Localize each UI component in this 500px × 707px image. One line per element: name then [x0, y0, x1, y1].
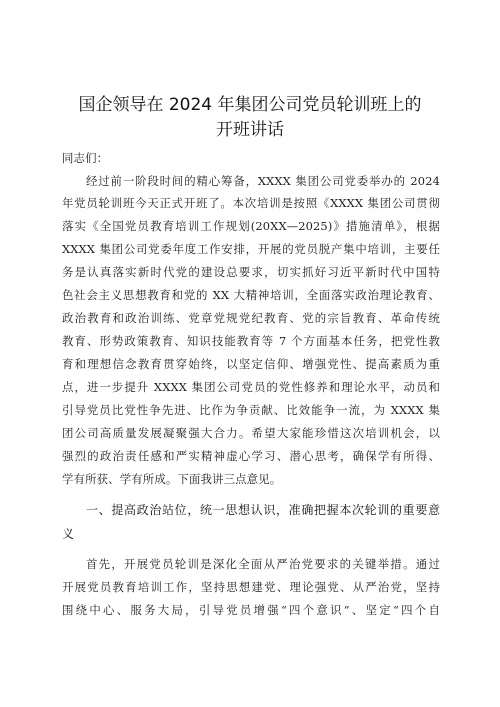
intro-line-11: 引导党员比党性争先进、比作为争贡献、比效能争一流，为 XXXX 集	[62, 403, 440, 417]
section-1-heading: 一、提高政治站位，统一思想认识，准确把握本次轮训的重要意	[86, 503, 440, 517]
intro-line-14: 学有所获、学有所成。下面我讲三点意见。	[62, 472, 282, 486]
intro-line-6: 色社会主义思想教育和党的 XX 大精神培训，全面落实政治理论教育、	[62, 288, 440, 302]
section-1-line-3: 围绕中心、服务大局，引导党员增强“四个意识”、坚定“四个自	[62, 603, 440, 617]
intro-line-5: 务是认真落实新时代党的建设总要求，切实抓好习近平新时代中国特	[62, 265, 440, 279]
intro-line-2: 年党员轮训班今天正式开班了。本次培训是按照《XXXX 集团公司贯彻	[62, 196, 440, 210]
intro-line-7: 政治教育和政治训练、党章党规党纪教育、党的宗旨教育、革命传统	[62, 311, 440, 325]
intro-line-13: 强烈的政治责任感和严实精神虚心学习、潜心思考，确保学有所得、	[62, 449, 440, 463]
intro-line-9: 育和理想信念教育贯穿始终，以坚定信仰、增强党性、提高素质为重	[62, 357, 440, 371]
section-1-line-1: 首先，开展党员轮训是深化全面从严治党要求的关键举措。通过	[86, 557, 440, 571]
intro-line-8: 教育、形势政策教育、知识技能教育等 7 个方面基本任务，把党性教	[62, 334, 440, 348]
document-title-line-2: 开班讲话	[216, 120, 284, 140]
intro-line-1: 经过前一阶段时间的精心筹备，XXXX 集团公司党委举办的 2024	[86, 174, 440, 188]
document-title-line-1: 国企领导在 2024 年集团公司党员轮训班上的	[78, 95, 422, 115]
salutation: 同志们：	[62, 151, 109, 165]
section-1-line-2: 开展党员教育培训工作，坚持思想建党、理论强党、从严治党，坚持	[62, 580, 440, 594]
intro-line-3: 落实《全国党员教育培训工作规划(20XX—2025)》措施清单》，根据	[62, 219, 440, 233]
section-1-heading-continued: 义	[62, 527, 75, 541]
intro-line-10: 点，进一步提升 XXXX 集团公司党员的党性修养和理论水平，动员和	[62, 380, 440, 394]
intro-line-12: 团公司高质量发展凝聚强大合力。希望大家能珍惜这次培训机会，以	[62, 426, 440, 440]
intro-line-4: XXXX 集团公司党委年度工作安排，开展的党员脱产集中培训，主要任	[62, 242, 440, 256]
